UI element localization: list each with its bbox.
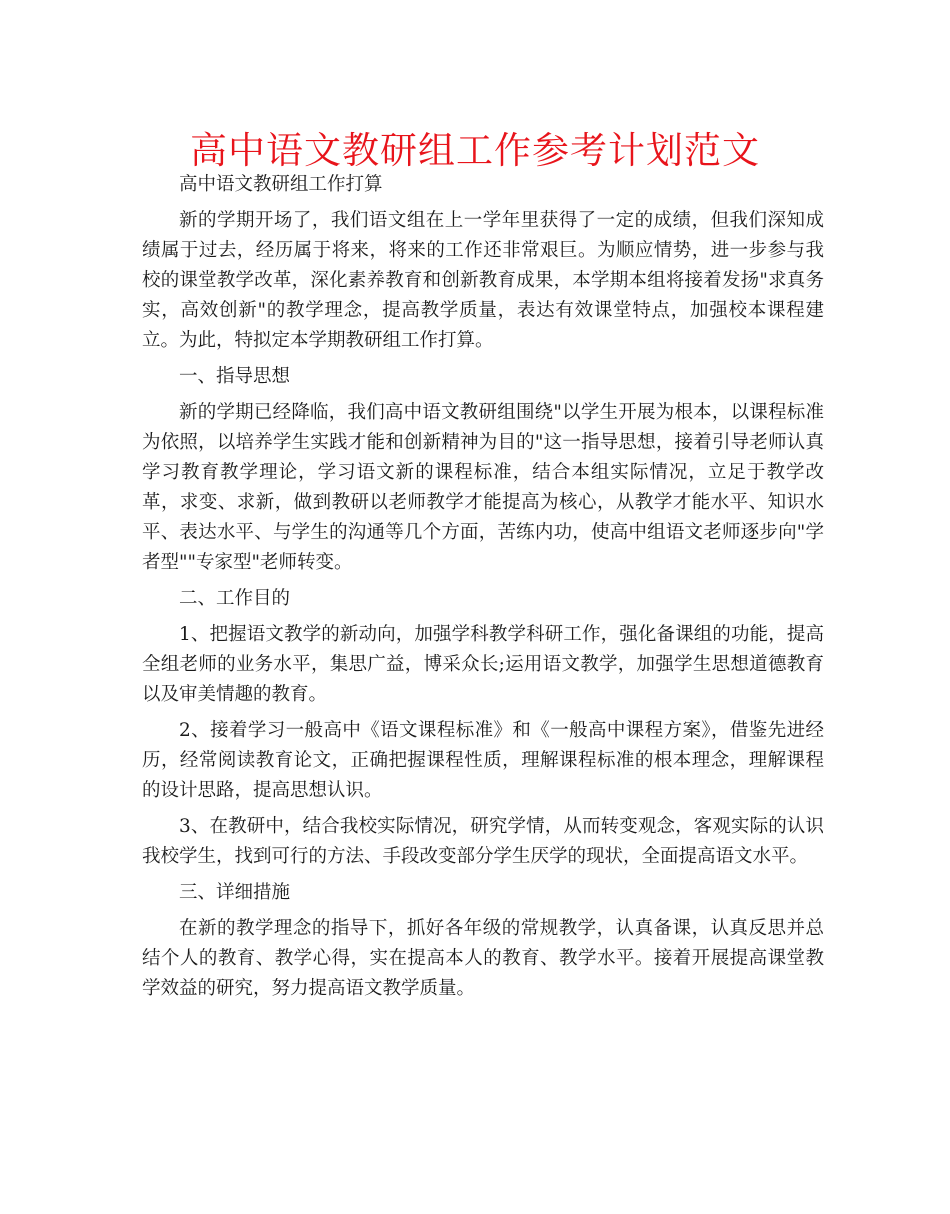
work-goal-item-2: 2、接着学习一般高中《语文课程标准》和《一般高中课程方案》，借鉴先进经历，经常阅读教育论文，正确把握课程性质，理解课程标准的根本理念，理解课程的设计思路，提高思想认识。 <box>142 720 824 801</box>
measures-paragraph: 在新的教学理念的指导下，抓好各年级的常规教学，认真备课，认真反思并总结个人的教育、教学心得，实在提高本人的教育、教学水平。接着开展提高课堂教学效益的研究，努力提高语文教学质量。 <box>142 918 824 999</box>
section-heading-work-goals: 二、工作目的 <box>179 588 291 609</box>
document-title: 高中语文教研组工作参考计划范文 <box>190 129 760 172</box>
section-heading-measures: 三、详细措施 <box>179 882 291 903</box>
work-goal-item-1: 1、把握语文教学的新动向，加强学科教学科研工作，强化备课组的功能，提高全组老师的业务水平，集思广益，博采众长;运用语文教学，加强学生思想道德教育以及审美情趣的教育。 <box>142 624 824 705</box>
document-subtitle: 高中语文教研组工作打算 <box>179 174 383 195</box>
intro-paragraph: 新的学期开场了，我们语文组在上一学年里获得了一定的成绩，但我们深知成绩属于过去，经历属于将来，将来的工作还非常艰巨。为顺应情势，进一步参与我校的课堂教学改革，深化素养教育和创新教育成果，本学期本组将接着发扬"求真务实，高效创新"的教学理念，提高教学质量，表达有效课堂特点，加强校本课程建立。为此，特拟定本学期教研组工作打算。 <box>142 210 824 351</box>
section-heading-guiding-ideology: 一、指导思想 <box>179 366 291 387</box>
guiding-ideology-paragraph: 新的学期已经降临，我们高中语文教研组围绕"以学生开展为根本，以课程标准为依照，以培养学生实践才能和创新精神为目的"这一指导思想，接着引导老师认真学习教育教学理论，学习语文新的课程标准，结合本组实际情况，立足于教学改革，求变、求新，做到教研以老师教学才能提高为核心，从教学才能水平、知识水平、表达水平、与学生的沟通等几个方面，苦练内功，使高中组语文老师逐步向"学者型""专家型"老师转变。 <box>142 402 824 573</box>
document-body <box>142 170 824 1010</box>
work-goal-item-3: 3、在教研中，结合我校实际情况，研究学情，从而转变观念，客观实际的认识我校学生，找到可行的方法、手段改变部分学生厌学的现状，全面提高语文水平。 <box>142 816 824 867</box>
